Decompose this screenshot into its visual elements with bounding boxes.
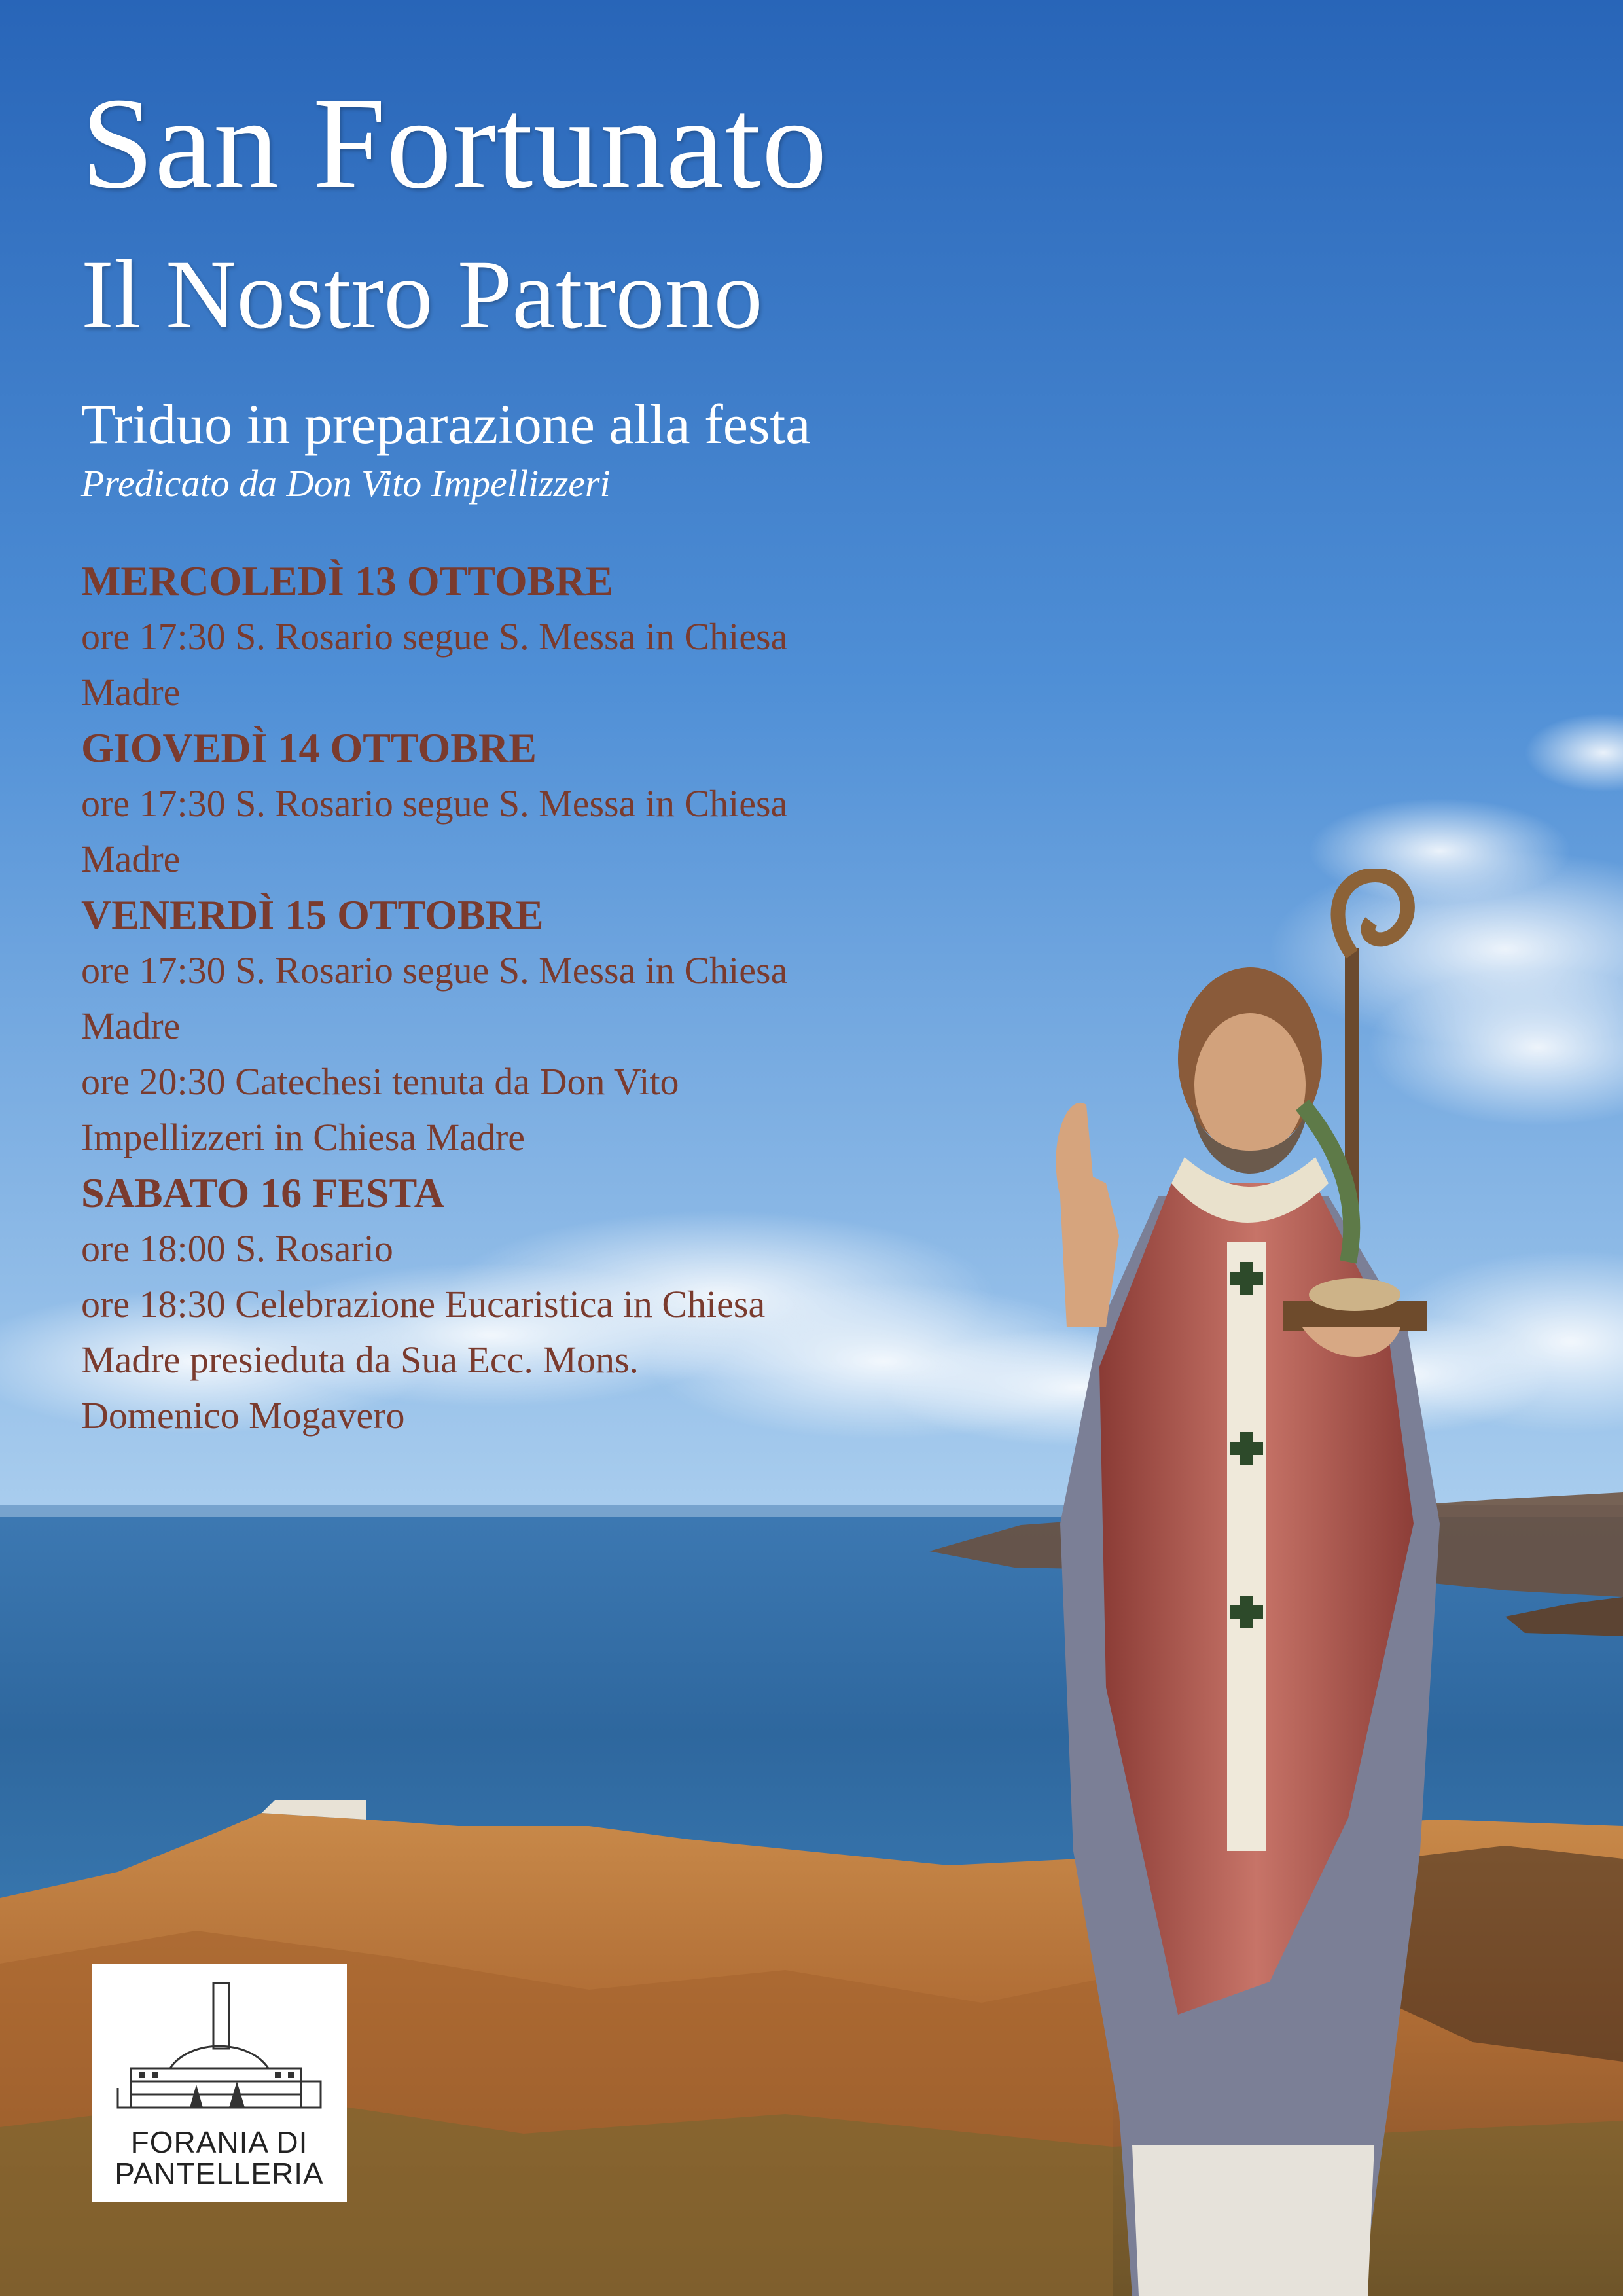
day-heading-wednesday: MERCOLEDÌ 13 OTTOBRE — [81, 558, 614, 604]
schedule — [81, 553, 1010, 1443]
day-heading-thursday: GIOVEDÌ 14 OTTOBRE — [81, 725, 537, 771]
church-building-icon — [92, 1977, 347, 2121]
logo-text-line1: FORANIA DI — [130, 2125, 308, 2159]
poster-subtitle: Il Nostro Patrono — [81, 240, 763, 349]
saint-statue-image — [1021, 869, 1440, 2296]
schedule-line: Madre — [81, 671, 181, 713]
preacher-line: Predicato da Don Vito Impellizzeri — [81, 462, 611, 505]
schedule-line: Domenico Mogavero — [81, 1394, 405, 1437]
forania-logo — [92, 1964, 347, 2202]
schedule-line: Madre presieduta da Sua Ecc. Mons. — [81, 1338, 639, 1381]
schedule-line: Madre — [81, 838, 181, 880]
schedule-line: ore 17:30 S. Rosario segue S. Messa in Chiesa — [81, 615, 788, 658]
schedule-line: ore 18:00 S. Rosario — [81, 1227, 393, 1270]
schedule-line: ore 17:30 S. Rosario segue S. Messa in Chiesa — [81, 949, 788, 992]
poster-title: San Fortunato — [81, 71, 828, 216]
schedule-line: Impellizzeri in Chiesa Madre — [81, 1116, 526, 1158]
schedule-line: ore 20:30 Catechesi tenuta da Don Vito — [81, 1060, 679, 1103]
triduo-heading: Triduo in preparazione alla festa — [81, 393, 811, 456]
schedule-line: ore 18:30 Celebrazione Eucaristica in Chiesa — [81, 1283, 766, 1325]
day-heading-saturday: SABATO 16 FESTA — [81, 1170, 444, 1216]
schedule-line: Madre — [81, 1005, 181, 1047]
day-heading-friday: VENERDÌ 15 OTTOBRE — [81, 891, 544, 938]
logo-text-line2: PANTELLERIA — [115, 2157, 324, 2191]
schedule-line: ore 17:30 S. Rosario segue S. Messa in Chiesa — [81, 782, 788, 825]
